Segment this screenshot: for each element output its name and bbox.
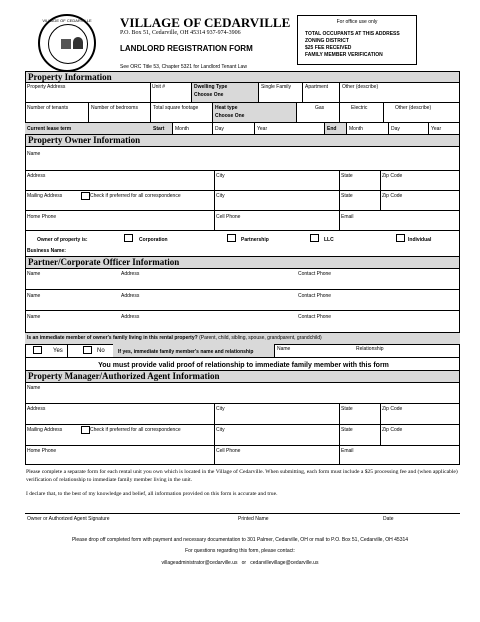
start-day-field[interactable]: Day bbox=[215, 126, 224, 132]
partner2-name[interactable]: Name bbox=[27, 293, 41, 299]
owner-name-field[interactable]: Name bbox=[27, 151, 41, 157]
section-property-info: Property Information bbox=[25, 71, 460, 83]
manager-mail-zip-field[interactable]: Zip Code bbox=[382, 427, 403, 433]
start-year-field[interactable]: Year bbox=[257, 126, 268, 132]
office-line: ZONING DISTRICT bbox=[305, 38, 349, 44]
property-address-field[interactable]: Property Address bbox=[27, 84, 66, 90]
seal-house-icon bbox=[61, 39, 71, 49]
manager-mailing-field[interactable]: Mailing Address bbox=[27, 427, 63, 433]
start-month-field[interactable]: Month bbox=[175, 126, 189, 132]
page-title: VILLAGE OF CEDARVILLE bbox=[120, 15, 291, 30]
office-use-box bbox=[297, 15, 417, 65]
questions-text: For questions regarding this form, please contact: bbox=[185, 548, 295, 554]
office-line: FAMILY MEMBER VERIFICATION bbox=[305, 52, 383, 58]
or-text: or bbox=[241, 560, 247, 566]
family-question: Is an immediate member of owner's family living in this rental property? (Parent, child, sibling, spouse, grandparent, grandchild) bbox=[27, 335, 322, 341]
owner-address-field[interactable]: Address bbox=[27, 173, 46, 179]
if-yes-label: If yes, immediate family member's name and relationship bbox=[118, 349, 254, 355]
manager-zip-field[interactable]: Zip Code bbox=[382, 406, 403, 412]
section-partner-info: Partner/Corporate Officer Information bbox=[25, 256, 460, 269]
owner-mail-pref-label: Check if preferred for all correspondence bbox=[90, 193, 181, 199]
date-label: Date bbox=[383, 516, 394, 522]
owner-city-field[interactable]: City bbox=[216, 173, 225, 179]
drop-off-text: Please drop off completed form with payment and necessary documentation to 301 Palmer, Cedarville, OH or mail to P.O. Box 51, Cedarville, OH 45314 bbox=[71, 537, 409, 543]
signature-line bbox=[25, 513, 460, 514]
partner1-phone[interactable]: Contact Phone bbox=[298, 271, 332, 277]
owner-mail-city-field[interactable]: City bbox=[216, 193, 225, 199]
partnership-label: Partnership bbox=[241, 237, 269, 243]
section-manager-info: Property Manager/Authorized Agent Information bbox=[25, 370, 460, 383]
form-title: LANDLORD REGISTRATION FORM bbox=[120, 44, 253, 53]
end-month-field[interactable]: Month bbox=[349, 126, 363, 132]
corporation-label: Corporation bbox=[139, 237, 168, 243]
manager-cell-phone-field[interactable]: Cell Phone bbox=[216, 448, 241, 454]
owner-mail-zip-field[interactable]: Zip Code bbox=[382, 193, 403, 199]
family-yes-label: Yes bbox=[53, 348, 63, 354]
email-link-admin[interactable]: villageadministrator@cedarville.us bbox=[161, 560, 238, 566]
heat-type-label: Heat type bbox=[215, 105, 238, 111]
heat-choose-one: Choose One bbox=[215, 113, 245, 119]
other-dwelling-field[interactable]: Other (describe) bbox=[342, 84, 379, 90]
partner3-phone[interactable]: Contact Phone bbox=[298, 314, 332, 320]
proof-note: You must provide valid proof of relationship to immediate family member with this form bbox=[98, 362, 389, 369]
manager-email-field[interactable]: Email bbox=[341, 448, 354, 454]
partner3-name[interactable]: Name bbox=[27, 314, 41, 320]
manager-name-field[interactable]: Name bbox=[27, 385, 41, 391]
dwelling-choose-one: Choose One bbox=[194, 92, 224, 98]
orc-reference: See ORC Title 53, Chapter 5321 for Landlord Tenant Law bbox=[120, 64, 247, 70]
family-no-checkbox[interactable] bbox=[83, 346, 92, 354]
seal-emblem bbox=[48, 24, 88, 64]
manager-mail-city-field[interactable]: City bbox=[216, 427, 225, 433]
corporation-checkbox[interactable] bbox=[124, 234, 133, 242]
contact-emails bbox=[0, 560, 480, 566]
electric-option[interactable]: Electric bbox=[351, 105, 368, 111]
village-address: P.O. Box 51, Cedarville, OH 45314 937-974-3906 bbox=[120, 30, 241, 36]
manager-mail-pref-label: Check if preferred for all correspondence bbox=[90, 427, 181, 433]
partner3-address[interactable]: Address bbox=[121, 314, 140, 320]
unit-field[interactable]: Unit # bbox=[152, 84, 166, 90]
owner-state-field[interactable]: State bbox=[341, 173, 353, 179]
llc-checkbox[interactable] bbox=[310, 234, 319, 242]
signature-label: Owner or Authorized Agent Signature bbox=[27, 516, 110, 522]
owner-email-field[interactable]: Email bbox=[341, 214, 354, 220]
gas-option[interactable]: Gas bbox=[315, 105, 325, 111]
business-name-field[interactable]: Business Name: bbox=[27, 248, 66, 254]
owner-home-phone-field[interactable]: Home Phone bbox=[27, 214, 57, 220]
sqft-field[interactable]: Total square footage bbox=[153, 105, 199, 111]
instructions-text: Please complete a separate form for each rental unit you own which is located in the Village of Cedarville. When submitting, each form must include a $25 processing fee and (when applicable) verification of relationship to immediate family member living in the unit. bbox=[26, 469, 458, 483]
owner-zip-field[interactable]: Zip Code bbox=[382, 173, 403, 179]
email-link-village[interactable]: cedarvillevillage@cedarville.us bbox=[250, 560, 319, 566]
office-line: TOTAL OCCUPANTS AT THIS ADDRESS bbox=[305, 31, 400, 37]
printed-name-label: Printed Name bbox=[238, 516, 269, 522]
owner-type-label: Owner of property is: bbox=[37, 237, 88, 243]
owner-mailing-field[interactable]: Mailing Address bbox=[27, 193, 63, 199]
seal-tree-icon bbox=[73, 37, 83, 49]
dwelling-type-label: Dwelling Type bbox=[194, 84, 228, 90]
lease-term-label: Current lease term bbox=[27, 126, 72, 132]
individual-checkbox[interactable] bbox=[396, 234, 405, 242]
lease-start-label: Start bbox=[153, 126, 165, 132]
declaration-text: I declare that, to the best of my knowledge and belief, all information provided on this form is accurate and true. bbox=[26, 491, 278, 497]
partner1-name[interactable]: Name bbox=[27, 271, 41, 277]
other-heat-field[interactable]: Other (describe) bbox=[395, 105, 432, 111]
family-member-name-field[interactable]: Name bbox=[277, 346, 291, 352]
manager-state-field[interactable]: State bbox=[341, 406, 353, 412]
partnership-checkbox[interactable] bbox=[227, 234, 236, 242]
owner-cell-phone-field[interactable]: Cell Phone bbox=[216, 214, 241, 220]
seal-text: VILLAGE OF CEDARVILLE bbox=[42, 18, 92, 23]
family-relationship-field[interactable]: Relationship bbox=[356, 346, 384, 352]
end-day-field[interactable]: Day bbox=[391, 126, 400, 132]
partner1-address[interactable]: Address bbox=[121, 271, 140, 277]
manager-mail-state-field[interactable]: State bbox=[341, 427, 353, 433]
manager-city-field[interactable]: City bbox=[216, 406, 225, 412]
village-seal bbox=[38, 14, 96, 72]
lease-end-label: End bbox=[327, 126, 337, 132]
bedrooms-field[interactable]: Number of bedrooms bbox=[91, 105, 138, 111]
manager-address-field[interactable]: Address bbox=[27, 406, 46, 412]
partner2-address[interactable]: Address bbox=[121, 293, 140, 299]
individual-label: Individual bbox=[408, 237, 432, 243]
single-family-option[interactable]: Single Family bbox=[261, 84, 292, 90]
family-no-label: No bbox=[97, 348, 105, 354]
partner2-phone[interactable]: Contact Phone bbox=[298, 293, 332, 299]
section-owner-info: Property Owner Information bbox=[25, 134, 460, 147]
llc-label: LLC bbox=[324, 237, 334, 243]
owner-mail-state-field[interactable]: State bbox=[341, 193, 353, 199]
manager-home-phone-field[interactable]: Home Phone bbox=[27, 448, 57, 454]
end-year-field[interactable]: Year bbox=[431, 126, 442, 132]
office-line: $25 FEE RECEIVED bbox=[305, 45, 352, 51]
family-yes-checkbox[interactable] bbox=[33, 346, 42, 354]
tenants-field[interactable]: Number of tenants bbox=[27, 105, 69, 111]
office-use-title: For office use only bbox=[336, 19, 378, 25]
apartment-option[interactable]: Apartment bbox=[305, 84, 329, 90]
